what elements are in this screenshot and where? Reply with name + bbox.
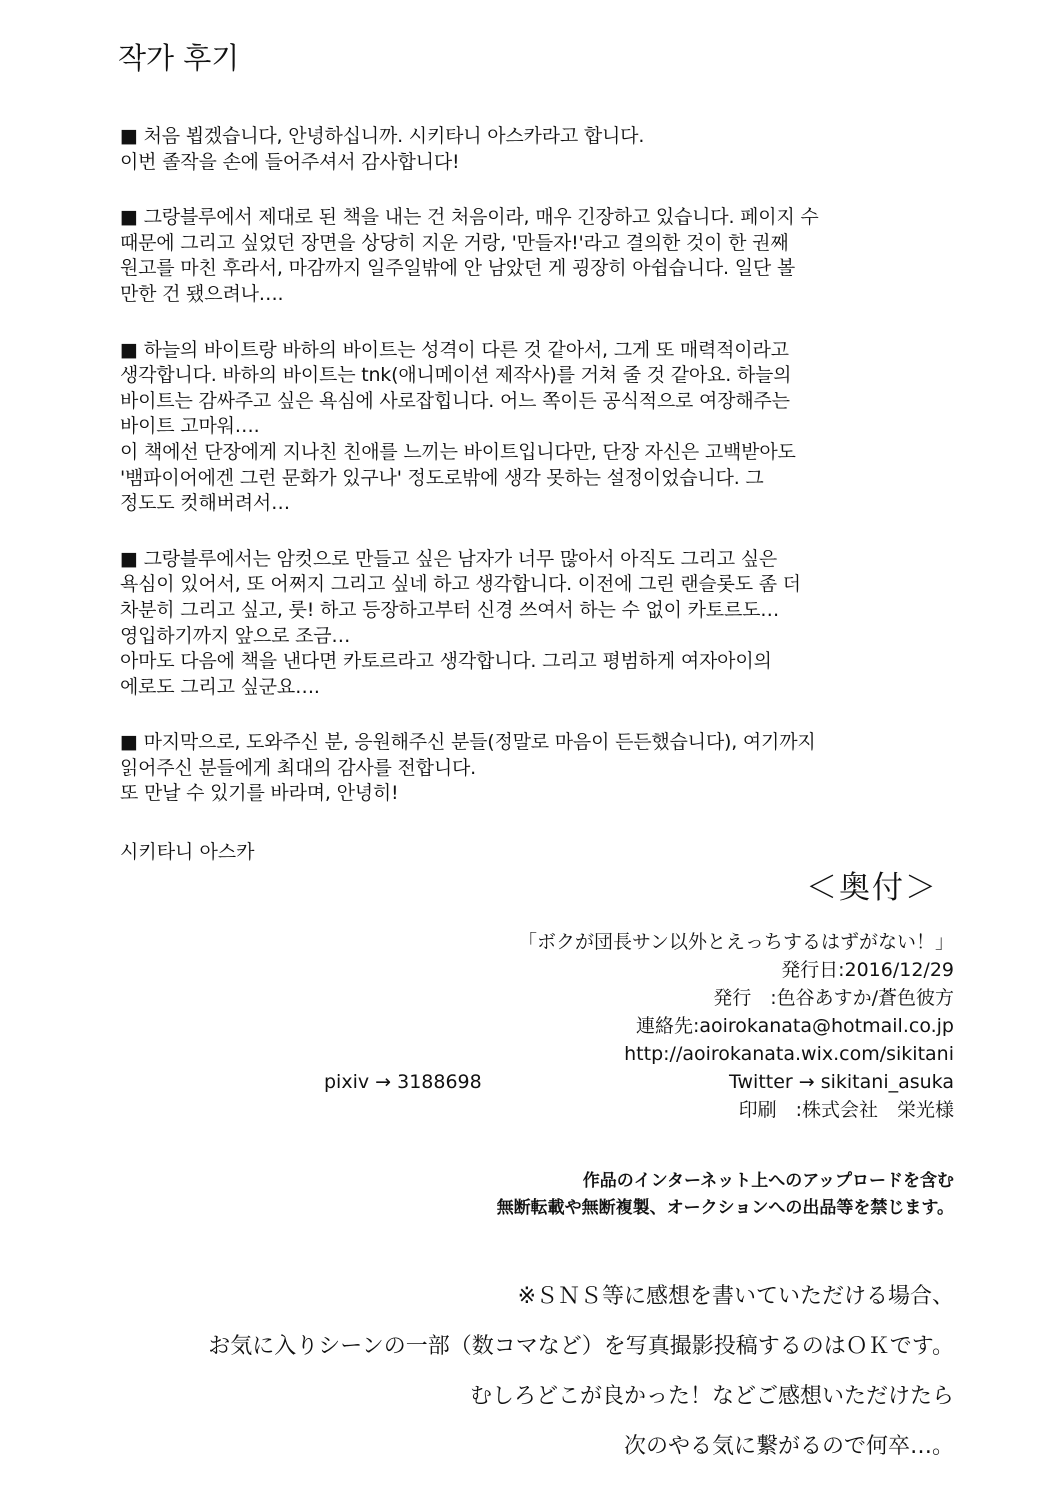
author-signature: 시키타니 아스카 xyxy=(120,841,255,864)
closing-message xyxy=(208,1272,954,1472)
book-title: 「ボクが団長サン以外とえっちするはずがない！」 xyxy=(517,931,954,953)
closing-line: 次のやる気に繋がるので何卒…。 xyxy=(623,1434,954,1459)
closing-line: お気に入りシーンの一部（数コマなど）を写真撮影投稿するのはＯＫです。 xyxy=(208,1334,954,1359)
paragraph-line: '뱀파이어에겐 그런 문화가 있구나' 정도로밖에 생각 못하는 설정이었습니다. 그 xyxy=(120,466,764,489)
publisher: 発行 :色谷あすか/蒼色彼方 xyxy=(713,987,954,1009)
paragraph-line: 원고를 마친 후라서, 마감까지 일주일밖에 안 남았던 게 굉장히 아쉽습니다. 일단 볼 xyxy=(120,257,795,280)
paragraph-line: ■ 하늘의 바이트랑 바하의 바이트는 성격이 다른 것 같아서, 그게 또 매력적이라고 xyxy=(120,338,789,361)
paragraph-line: 읽어주신 분들에게 최대의 감사를 전합니다. xyxy=(120,756,476,779)
pixiv-id: pixiv → 3188698 xyxy=(324,1071,482,1093)
paragraph-line: 욕심이 있어서, 또 어쩌지 그리고 싶네 하고 생각합니다. 이전에 그린 랜슬롯도 좀 더 xyxy=(120,573,801,596)
paragraph-line: 차분히 그리고 싶고, 룻! 하고 등장하고부터 신경 쓰여서 하는 수 없이 카토르도… xyxy=(120,598,780,621)
paragraph-line: ■ 처음 뵙겠습니다, 안녕하십니까. 시키타니 아스카라고 합니다. xyxy=(120,125,645,147)
afterword-paragraph xyxy=(120,205,970,307)
afterword-paragraph xyxy=(120,338,970,517)
paragraph-line: 아마도 다음에 책을 낸다면 카토르라고 생각합니다. 그리고 평범하게 여자아이의 xyxy=(120,650,772,673)
afterword-paragraph xyxy=(120,730,970,807)
publish-date: 発行日:2016/12/29 xyxy=(781,959,954,981)
paragraph-line: 만한 건 됐으려나…. xyxy=(120,282,284,305)
paragraph-line: ■ 그랑블루에서는 암컷으로 만들고 싶은 남자가 너무 많아서 아직도 그리고 싶은 xyxy=(120,547,778,570)
page-title: 작가 후기 xyxy=(118,41,240,75)
notice-line: 作品のインターネット上へのアップロードを含む xyxy=(582,1171,954,1191)
paragraph-line: 정도도 컷해버려서… xyxy=(120,492,290,515)
copyright-notice xyxy=(497,1168,954,1222)
closing-line: ※ＳＮＳ等に感想を書いていただける場合、 xyxy=(517,1284,954,1309)
paragraph-line: 이번 졸작을 손에 들어주셔서 감사합니다! xyxy=(120,150,460,173)
paragraph-line: ■ 그랑블루에서 제대로 된 책을 내는 건 처음이라, 매우 긴장하고 있습니다. 페이지 수 xyxy=(120,206,819,229)
afterword-paragraph xyxy=(120,124,970,175)
colophon xyxy=(254,928,954,1124)
paragraph-line: 생각합니다. 바하의 바이트는 tnk(애니메이션 제작사)를 거쳐 줄 것 같아요. 하늘의 xyxy=(120,364,792,387)
twitter-handle: Twitter → sikitani_asuka xyxy=(729,1071,954,1093)
paragraph-line: 이 책에선 단장에게 지나친 친애를 느끼는 바이트입니다만, 단장 자신은 고백받아도 xyxy=(120,440,796,463)
printer: 印刷 :株式会社 栄光様 xyxy=(738,1099,954,1121)
paragraph-line: 바이트는 감싸주고 싶은 욕심에 사로잡힙니다. 어느 쪽이든 공식적으로 여장해주는 xyxy=(120,389,790,412)
colophon-heading: ＜奥付＞ xyxy=(806,870,938,906)
paragraph-line: 에로도 그리고 싶군요…. xyxy=(120,675,320,698)
closing-line: むしろどこが良かった！などご感想いただけたら xyxy=(469,1384,954,1409)
sns-row xyxy=(254,1068,954,1096)
paragraph-line: 또 만날 수 있기를 바라며, 안녕히! xyxy=(120,782,399,805)
contact-email: 連絡先:aoirokanata@hotmail.co.jp xyxy=(635,1015,954,1037)
website-url: http://aoirokanata.wix.com/sikitani xyxy=(624,1043,954,1065)
paragraph-line: 바이트 고마워…. xyxy=(120,415,260,438)
paragraph-line: 영입하기까지 앞으로 조금… xyxy=(120,624,351,647)
afterword-paragraph xyxy=(120,547,970,701)
notice-line: 無断転載や無断複製、オークションへの出品等を禁じます。 xyxy=(496,1198,954,1218)
paragraph-line: 때문에 그리고 싶었던 장면을 상당히 지운 거랑, '만들자!'라고 결의한 것이 한 권째 xyxy=(120,231,789,254)
afterword-body xyxy=(120,124,970,864)
paragraph-line: ■ 마지막으로, 도와주신 분, 응원해주신 분들(정말로 마음이 든든했습니다), 여기까지 xyxy=(120,731,816,754)
